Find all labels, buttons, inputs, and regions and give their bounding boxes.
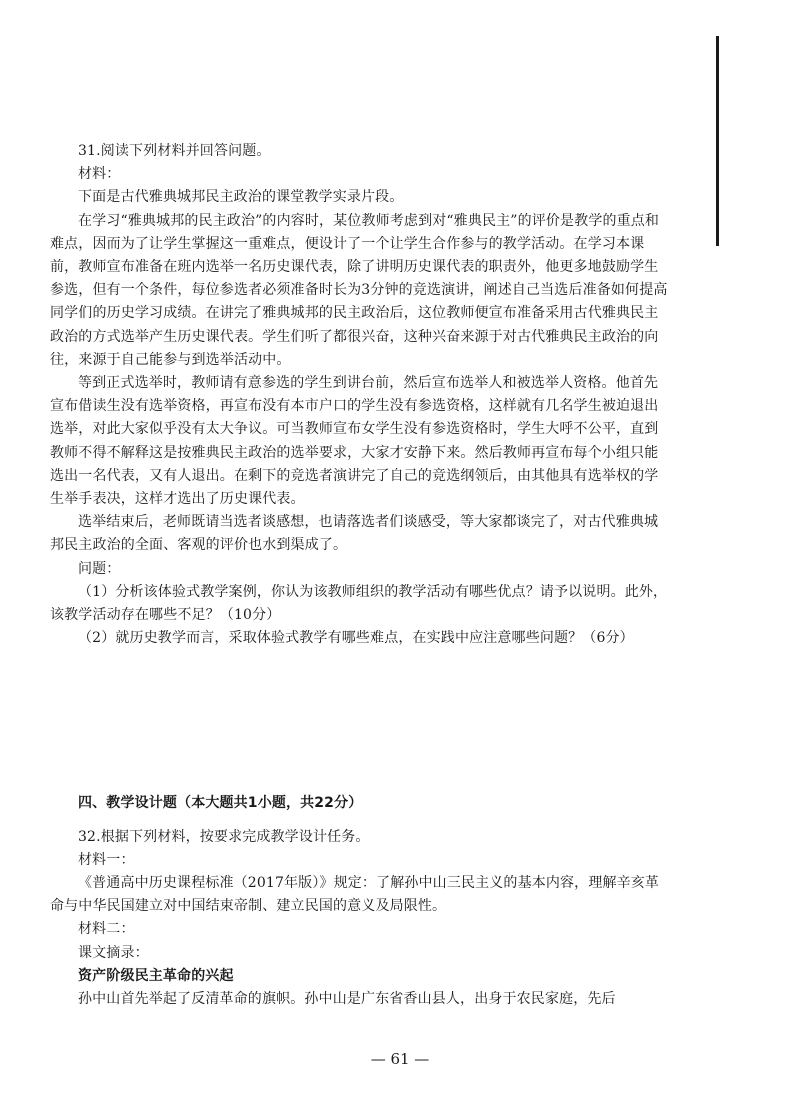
material-intro: 下面是古代雅典城邦民主政治的课堂教学实录片段。 xyxy=(78,189,404,206)
material-label: 材料： xyxy=(78,166,121,183)
material-paragraph-1: 在学习“雅典城邦的民主政治”的内容时，某位教师考虑到对“雅典民主”的评价是教学的重点和难点，因而为了让学生掌握这一重难点，便设计了一个让学生合作参与的教学活动。在学习本课前，教师宣布准备在班内选举一名历史课代表，除了讲明历史课代表的职责外，他更多地鼓励学生参选，但有一个条件，每位参选者必须准备时长为3分钟的竞选演讲，阐述自己当选后准备如何提高同学们的历史学习成绩。在讲完了雅典城邦的民主政治后，这位教师便宣布准备采用古代雅典民主政治的方式选举产生历史课代表。学生们听了都很兴奋，这种兴奋来源于对古代雅典民主政治的向往，来源于自己能参与到选举活动中。 xyxy=(50,212,668,368)
excerpt-label: 课文摘录： xyxy=(78,944,149,961)
material-paragraph-3: 选举结束后，老师既请当选者谈感想，也请落选者们谈感受，等大家都谈完了，对古代雅典城邦民主政治的全面、客观的评价也水到渠成了。 xyxy=(50,514,659,554)
question-32-title: 32.根据下列材料，按要求完成教学设计任务。 xyxy=(78,828,370,845)
question-31-part-2: （2）就历史教学而言，采取体验式教学有哪些难点，在实践中应注意哪些问题？（6分） xyxy=(78,630,634,647)
scan-edge-mark xyxy=(716,36,719,246)
page-number: — 61 — xyxy=(370,1050,430,1068)
question-31-title: 31.阅读下列材料并回答问题。 xyxy=(78,143,271,159)
material-paragraph-2: 等到正式选举时，教师请有意参选的学生到讲台前，然后宣布选举人和被选举人资格。他首先宣布借读生没有选举资格，再宣布没有本市户口的学生没有参选资格，这样就有几名学生被迫退出选举，对此大家似乎没有太大争议。可当教师宣布女学生没有参选资格时，学生大呼不公平，直到教师不得不解释这是按雅典民主政治的选举要求，大家才安静下来。然后教师再宣布每个小组只能选出一名代表，又有人退出。在剩下的竞选者演讲完了自己的竞选纲领后，由其他具有选举权的学生举手表决，这样才选出了历史课代表。 xyxy=(50,375,659,508)
material-2-label: 材料二： xyxy=(78,921,135,938)
section-4-heading: 四、教学设计题（本大题共1小题，共22分） xyxy=(78,795,363,812)
material-1-label: 材料一： xyxy=(78,851,135,868)
document-page xyxy=(50,140,668,1011)
material-1-text: 《普通高中历史课程标准（2017年版）》规定：了解孙中山三民主义的基本内容，理解辛亥革命与中华民国建立对中国结束帝制、建立民国的意义及局限性。 xyxy=(50,875,660,915)
question-31-part-1: （1）分析该体验式教学案例，你认为该教师组织的教学活动有哪些优点？请予以说明。此外，该教学活动存在哪些不足？（10分） xyxy=(50,583,668,624)
questions-label: 问题： xyxy=(78,560,121,577)
blank-answer-space xyxy=(50,650,668,792)
excerpt-text: 孙中山首先举起了反清革命的旗帜。孙中山是广东省香山县人，出身于农民家庭，先后 xyxy=(78,991,616,1008)
excerpt-title: 资产阶级民主革命的兴起 xyxy=(78,967,234,984)
